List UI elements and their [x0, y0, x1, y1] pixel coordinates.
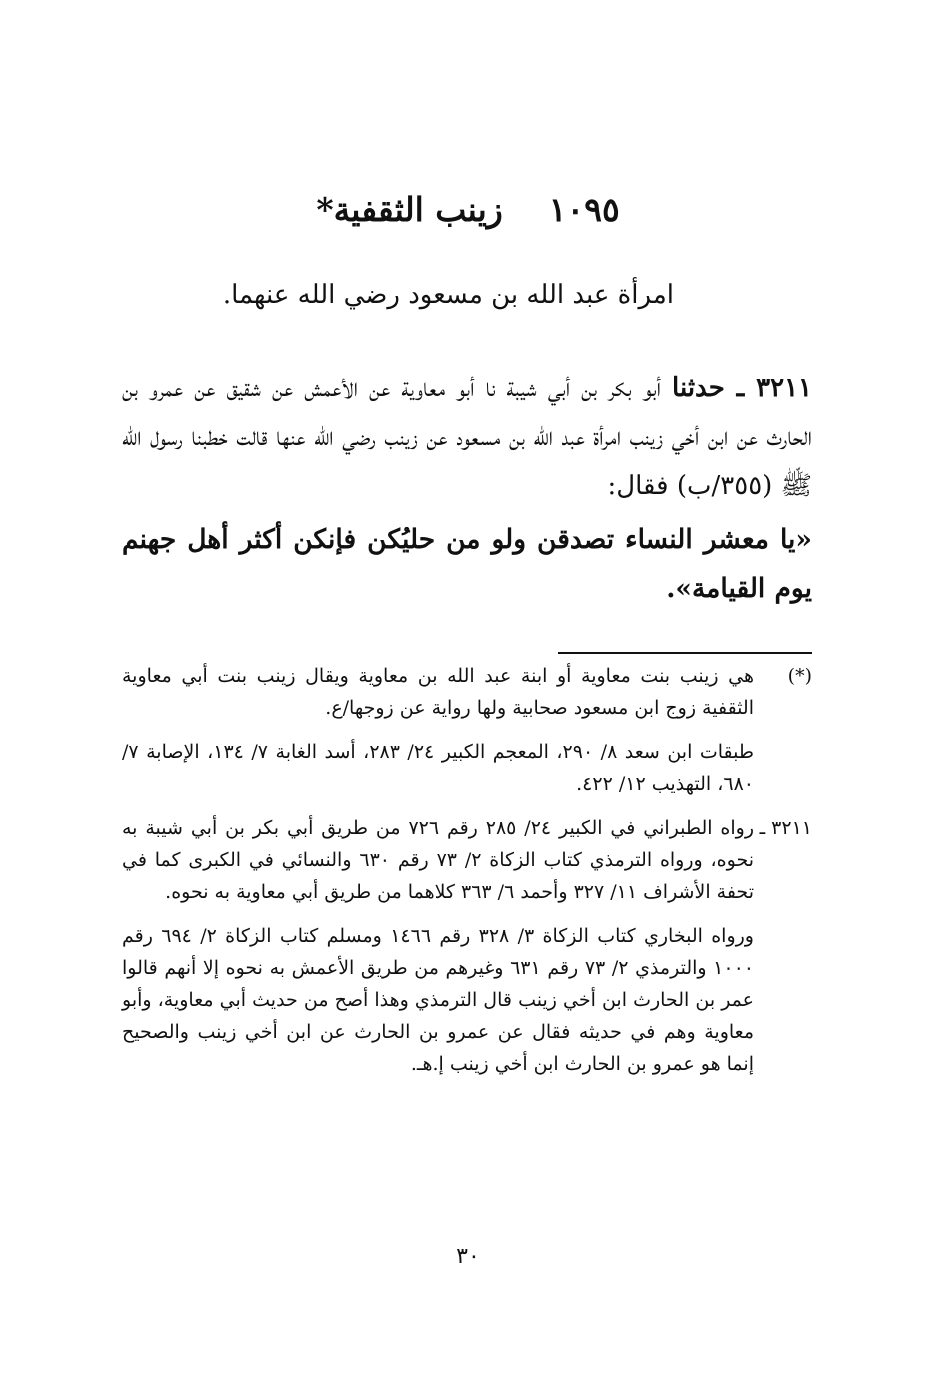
footnote-text: طبقات ابن سعد ٨/ ٢٩٠، المعجم الكبير ٢٤/ ٢٨٣، أسد الغابة ٧/ ١٣٤، الإصابة ٧/ ٦٨٠، التهذيب ١٢/ ٤٢٢. [122, 741, 754, 795]
footnote-text: هي زينب بنت معاوية أو ابنة عبد الله بن معاوية ويقال زينب بنت أبي معاوية الثقفية زوج ابن مسعود صحابية ولها رواية عن زوجها/ع. [122, 665, 754, 719]
page-number: ٣٠ [456, 1244, 480, 1269]
hadith-isnad-paragraph [122, 364, 812, 511]
footnote-sources [122, 736, 812, 800]
footnote-takhrij-continued [122, 920, 812, 1080]
footnotes [122, 660, 812, 1092]
footnote-text: رواه الطبراني في الكبير ٢٤/ ٢٨٥ رقم ٧٢٦ من طريق أبي بكر بن أبي شيبة به نحوه، ورواه الترمذي كتاب الزكاة ٢/ ٧٣ رقم ٦٣٠ والنسائي في الكبرى كما في تحفة الأشراف ١١/ ٣٢٧ وأحمد ٦/ ٣٦٣ كلاهما من طريق أبي معاوية به نحوه. [122, 817, 754, 903]
entry-name: زينب الثقفية* [316, 190, 503, 229]
hadith-matn: «يا معشر النساء تصدقن ولو من حليُكن فإنكن أكثر أهل جهنم يوم القيامة». [122, 524, 812, 604]
hadith-isnad: أبو بكر بن أبي شيبة نا أبو معاوية عن الأعمش عن شقيق عن عمرو بن الحارث عن ابن أخي زينب امرأة عبد الله بن مسعود عن زينب رضي الله عنها قالت خطبنا رسول الله ﷺ (٣٥٥/ب) فقال: [122, 373, 812, 501]
entry-subtitle: امرأة عبد الله بن مسعود رضي الله عنهما. [222, 280, 674, 310]
footnote-text: ورواه البخاري كتاب الزكاة ٣/ ٣٢٨ رقم ١٤٦٦ ومسلم كتاب الزكاة ٢/ ٦٩٤ رقم ١٠٠٠ والترمذي ٢/ ٧٣ رقم ٦٣١ وغيرهم من طريق الأعمش به نحوه إلا أنهم قالوا عمر بن الحارث ابن أخي زينب قال الترمذي وهذا أصح من حديث أبي معاوية، وأبو معاوية وهم في حديثه فقال عن عمرو بن الحارث عن ابن أخي زينب والصحيح إنما هو عمرو بن الحارث ابن أخي زينب إ.هـ. [122, 925, 754, 1075]
hadith-text [122, 364, 812, 613]
footnote-divider [558, 652, 812, 654]
footnote-biography [122, 660, 812, 724]
entry-heading [0, 180, 936, 240]
footnote-takhrij [122, 812, 812, 908]
footnote-marker: ٣٢١١ ـ [759, 817, 812, 839]
entry-number: ١٠٩٥ [548, 190, 620, 229]
hadith-number-lead: ٣٢١١ ـ حدثنا [672, 373, 812, 403]
footnote-marker: (*) [787, 665, 812, 687]
